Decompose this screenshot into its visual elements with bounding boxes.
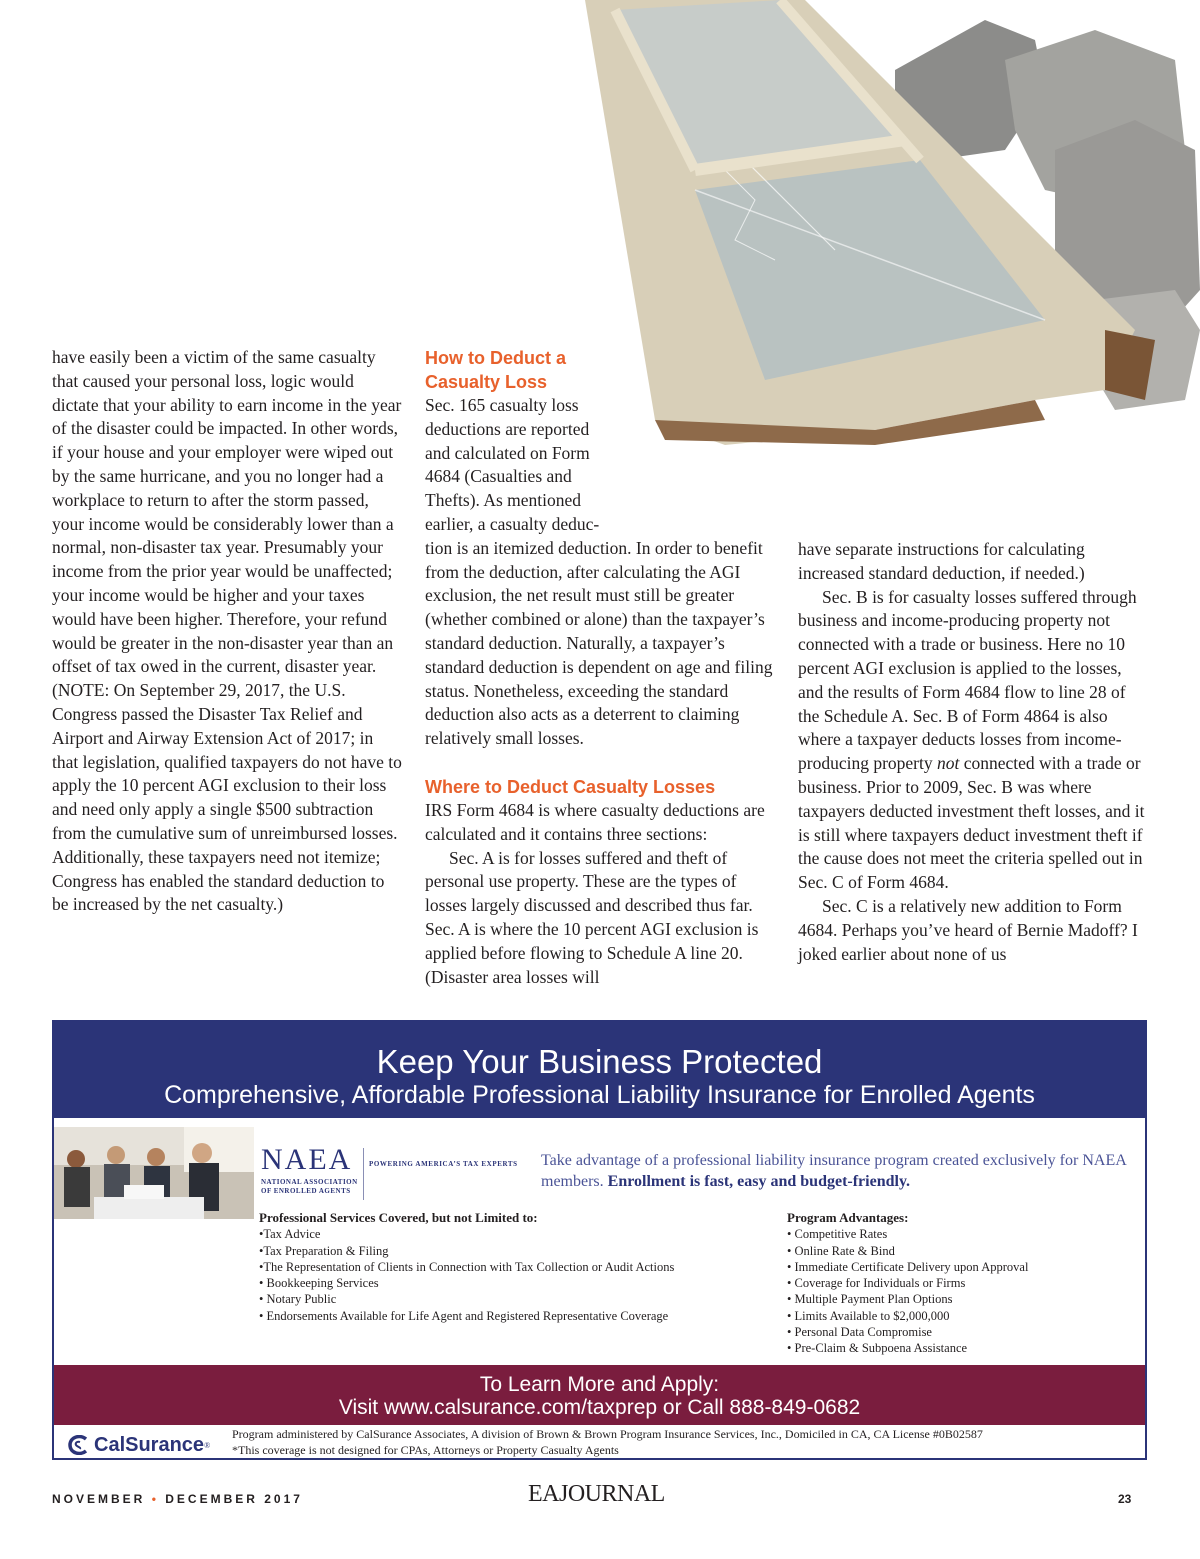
emphasis-text: not [937, 753, 960, 774]
calsurance-swirl-icon [66, 1435, 90, 1455]
ea-journal-logo: EAJOURNAL [528, 1481, 665, 1507]
fine-print-line: Program administered by CalSurance Associates, A division of Brown & Brown Program Insurance Services, Inc., Domiciled in CA, CA License #0B02587 [232, 1427, 983, 1441]
page-number: 23 [1118, 1492, 1132, 1506]
registered-mark: ® [204, 1440, 211, 1450]
section-heading-where-to-deduct: Where to Deduct Casualty Losses [425, 776, 716, 797]
pitch-text: Take advantage of a professional liability insurance program created exclusively for NAEA members. [541, 1152, 1126, 1190]
article-column-3 [798, 538, 1150, 966]
article-paragraph: Sec. A is for losses suffered and theft of personal use property. These are the types of losses largely discussed and described thus far. Sec. A is where the 10 percent AGI exclusion is applied before flowing to Schedule A line 20. (Disaster area losses will [425, 847, 759, 987]
business-meeting-photo [54, 1127, 254, 1219]
services-list [259, 1210, 769, 1324]
list-item: • Endorsements Available for Life Agent and Registered Representative Coverage [259, 1308, 669, 1323]
services-heading: Professional Services Covered, but not Limited to: [259, 1210, 538, 1225]
section-heading-how-to-deduct: How to Deduct a Casualty Loss [425, 348, 567, 392]
naea-logo [261, 1144, 531, 1204]
enrollment-highlight: Enrollment is fast, easy and budget-friendly. [607, 1173, 911, 1190]
list-item: •Tax Advice [259, 1227, 321, 1242]
article-text: connected with a trade or business. Prior to 2009, Sec. B was where taxpayers deducted investment theft losses, and it is still where taxpayers deduct investment theft if the cause does not meet the criteria spelled out in Sec. C of Form 4684. [798, 753, 1145, 893]
list-item: • Personal Data Compromise [787, 1325, 932, 1340]
article-paragraph: have easily been a victim of the same casualty that caused your personal loss, logic would dictate that your ability to earn income in the year of the disaster could be impacted. In other words, if your house and your employer were wiped out by the same hurricane, and you no longer had a workplace to return to after the storm passed, your income would be considerably lower than a normal, non-disaster tax year. Presumably your income from the prior year would be unaffected; your income would be higher and your taxes would have been higher. Therefore, your refund would be greater in the non-disaster year than an offset of tax owed in the current, disaster year. (NOTE: On September 29, 2017, the U.S. Congress passed the Disaster Tax Relief and Airport and Airway Extension Act of 2017; in that legislation, qualified taxpayers do not have to apply the 10 percent AGI exclusion to their loss and need only apply a single $500 subtraction from the cumulative sum of unreimbursed losses. Additionally, these taxpayers need not itemize; Congress has enabled the standard deduction to be increased by the net casualty.) [52, 347, 402, 915]
naea-name-line: OF ENROLLED AGENTS [261, 1187, 351, 1195]
naea-tagline: POWERING AMERICA’S TAX EXPERTS [369, 1160, 518, 1168]
advantages-heading: Program Advantages: [787, 1210, 909, 1225]
naea-wordmark: NAEA [261, 1143, 353, 1176]
article-paragraph: tion is an itemized deduction. In order to benefit from the deduction, after calculating the AGI exclusion, the net result must still be greater (whether combined or alone) than the taxpayer’s standard deduction. Naturally, a taxpayer’s standard deduction is dependent on age and filing status. Nonetheless, exceeding the standard deduction also acts as a deterrent to claiming relatively small losses. [425, 537, 773, 749]
list-item: • Immediate Certificate Delivery upon Approval [787, 1259, 1029, 1274]
article-paragraph: have separate instructions for calculating increased standard deduction, if needed.) [798, 539, 1085, 583]
list-item: • Coverage for Individuals or Firms [787, 1276, 966, 1291]
article-text: Sec. B is for casualty losses suffered through business and income-producing property not connected with a trade or business. Here no 10 percent AGI exclusion is applied to the losses, and the results of Form 4684 flow to line 28 of the Schedule A. Sec. B of Form 4864 is also where a taxpayer deducts losses from income-producing property [798, 586, 1137, 774]
logo-divider [363, 1148, 364, 1200]
article-column-1 [52, 346, 402, 917]
article-paragraph [798, 586, 1150, 895]
naea-name-line: NATIONAL ASSOCIATION [261, 1178, 358, 1186]
calsurance-wordmark: CalSurance [94, 1433, 205, 1456]
article-paragraph: Sec. C is a relatively new addition to Form 4684. Perhaps you’ve heard of Bernie Madoff? I joked earlier about none of us [798, 895, 1138, 964]
issue-month-year: DECEMBER 2017 [165, 1492, 303, 1506]
list-item: • Pre-Claim & Subpoena Assistance [787, 1341, 968, 1356]
list-item: •The Representation of Clients in Connection with Tax Collection or Audit Actions [259, 1259, 675, 1274]
calsurance-logo [66, 1434, 226, 1456]
date-separator: • [151, 1492, 159, 1506]
ad-fine-print [232, 1427, 1137, 1458]
article-column-2 [425, 346, 780, 989]
advantages-list [787, 1210, 1137, 1357]
list-item: •Tax Preparation & Filing [259, 1243, 389, 1258]
cta-url-phone: Visit www.calsurance.com/taxprep or Call 888-849-0682 [338, 1396, 861, 1419]
call-to-action-banner [54, 1365, 1145, 1425]
article-paragraph: Sec. 165 casualty loss deductions are reported and calculated on Form 4684 (Casualties and Thefts). As mentioned earlier, a casualty deduc- [425, 395, 600, 534]
fine-print-line: *This coverage is not designed for CPAs, Attorneys or Property Casualty Agents [232, 1442, 619, 1457]
list-item: • Online Rate & Bind [787, 1243, 895, 1258]
issue-month: NOVEMBER [52, 1492, 146, 1506]
list-item: • Multiple Payment Plan Options [787, 1292, 953, 1307]
ad-headline: Keep Your Business Protected [376, 1043, 823, 1080]
issue-date [52, 1492, 303, 1506]
ad-subheadline: Comprehensive, Affordable Professional Liability Insurance for Enrolled Agents [164, 1081, 1035, 1109]
cta-line: To Learn More and Apply: [479, 1373, 720, 1396]
insurance-advertisement [52, 1020, 1147, 1460]
list-item: • Notary Public [259, 1292, 337, 1307]
article-paragraph: IRS Form 4684 is where casualty deductions are calculated and it contains three sections: [425, 799, 765, 844]
ad-pitch [541, 1150, 1141, 1192]
ad-header-banner [54, 1022, 1145, 1118]
list-item: • Limits Available to $2,000,000 [787, 1308, 950, 1323]
list-item: • Competitive Rates [787, 1227, 888, 1242]
list-item: • Bookkeeping Services [259, 1276, 379, 1291]
